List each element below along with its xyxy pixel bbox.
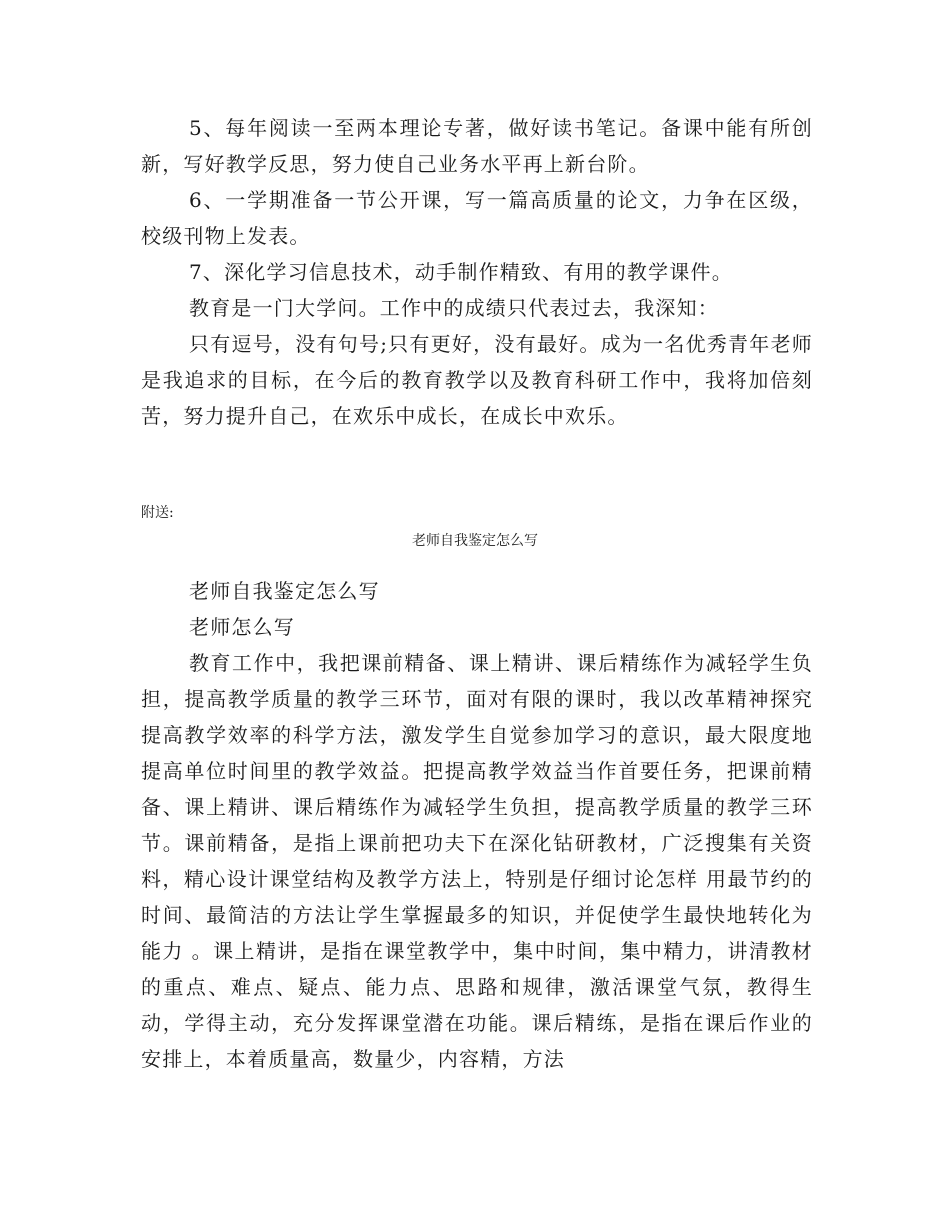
appendix-label: 附送: (141, 505, 174, 521)
paragraph-closing: 只有逗号，没有句号;只有更好，没有最好。成为一名优秀青年老师是我追求的目标，在今后的教育教学以及教育科研工作中，我将加倍刻苦，努力提升自己，在欢乐中成长，在成长中欢乐。 (141, 332, 813, 428)
appendix-heading-1: 老师自我鉴定怎么写 (189, 579, 380, 603)
paragraph-item-5: 5、每年阅读一至两本理论专著，做好读书笔记。备课中能有所创新，写好教学反思，努力使自己业务水平再上新台阶。 (141, 116, 813, 176)
paragraph-education: 教育是一门大学问。工作中的成绩只代表过去，我深知： (189, 296, 719, 320)
appendix-title: 老师自我鉴定怎么写 (412, 533, 538, 549)
appendix-body: 教育工作中，我把课前精备、课上精讲、课后精练作为减轻学生负担，提高教学质量的教学三环节，面对有限的课时，我以改革精神探究提高教学效率的科学方法，激发学生自觉参加学习的意识，最大限度地提高单位时间里的教学效益。把提高教学效益当作首要任务，把课前精备、课上精讲、课后精练作为减轻学生负担，提高教学质量的教学三环节。课前精备，是指上课前把功夫下在深化钻研教材，广泛搜集有关资料，精心设计课堂结构及教学方法上，特别是仔细讨论怎样 用最节约的时间、最简洁的方法让学生掌握最多的知识，并促使学生最快地转化为能力 。课上精讲，是指在课堂教学中，集中时间，集中精力，讲清教材的重点、难点、疑点、能力点、思路和规律，激活课堂气氛，教得生动，学得主动，充分发挥课堂潜在功能。课后精练，是指在课后作业的安排上，本着质量高，数量少，内容精，方法 (141, 651, 813, 1071)
paragraph-item-6: 6、一学期准备一节公开课，写一篇高质量的论文，力争在区级，校级刊物上发表。 (141, 188, 813, 248)
paragraph-item-7: 7、深化学习信息技术，动手制作精致、有用的教学课件。 (189, 260, 733, 284)
appendix-heading-2: 老师怎么写 (189, 615, 295, 639)
